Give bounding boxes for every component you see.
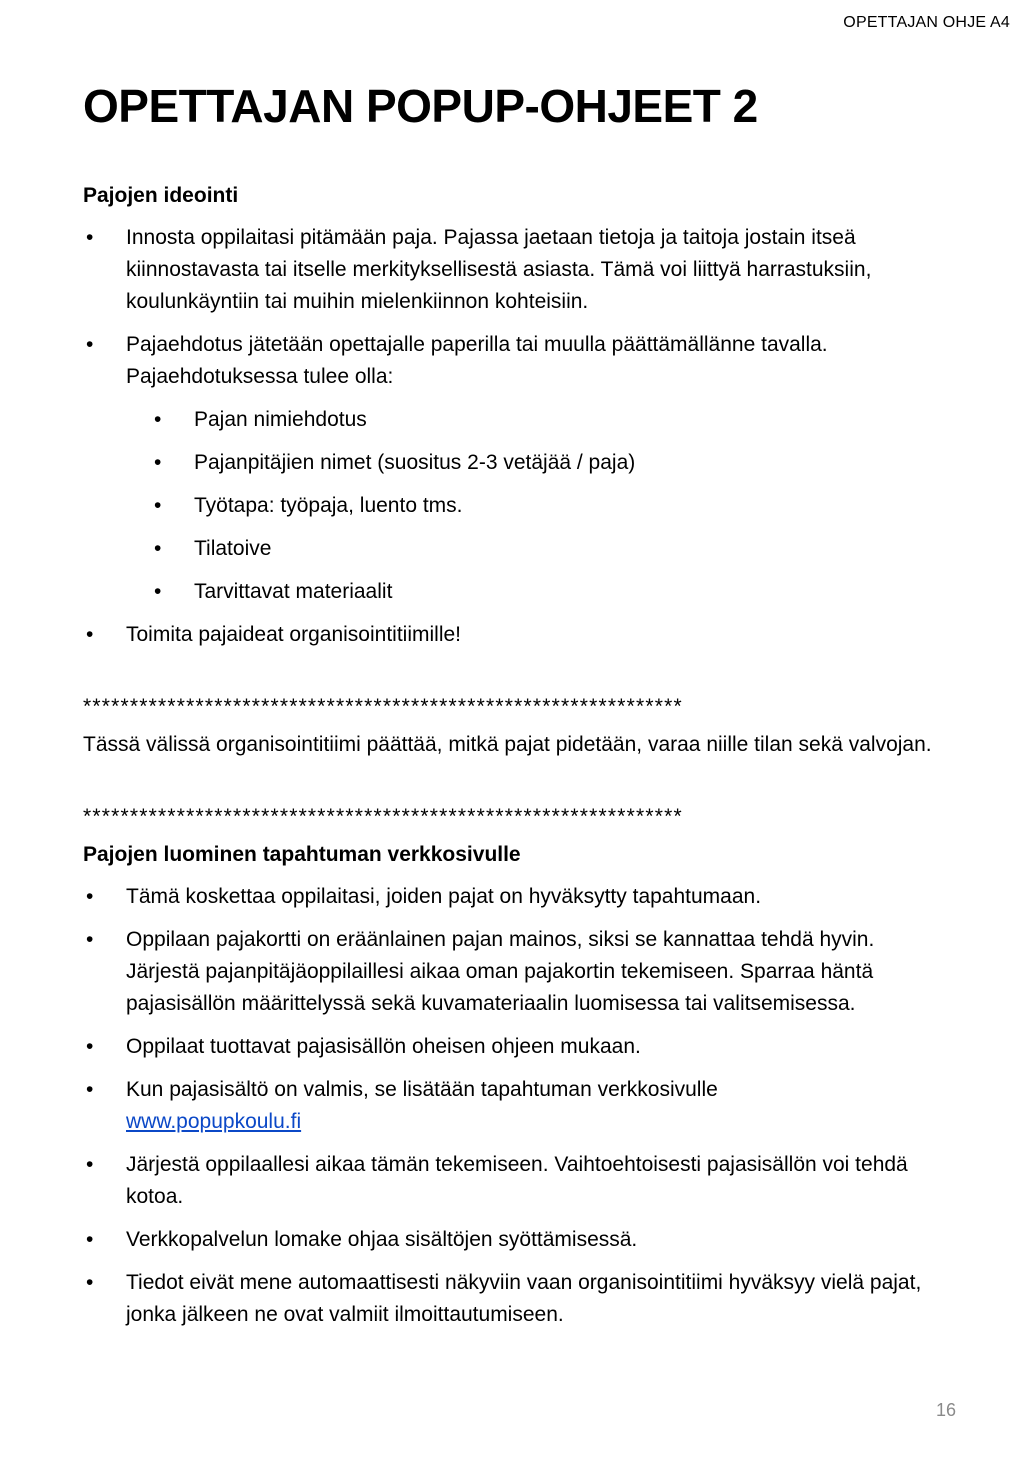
list-item: • Verkkopalvelun lomake ohjaa sisältöjen syöttämisessä.	[83, 1224, 943, 1256]
list-item: • Oppilaat tuottavat pajasisällön oheisen ohjeen mukaan.	[83, 1031, 943, 1063]
document-body	[83, 180, 943, 1342]
list-item: • Innosta oppilaitasi pitämään paja. Pajassa jaetaan tietoja ja taitoja jostain itseä kiinnostavasta tai itselle merkityksellisestä asiasta. Tämä voi liittyä harrastuksiin, koulunkäyntiin tai muihin mielenkiinnon kohteisiin.	[83, 222, 943, 318]
sub-list-item: • Pajanpitäjien nimet (suositus 2-3 vetäjää / paja)	[151, 447, 943, 479]
list-item	[83, 329, 943, 608]
separator-stars: ****************************************************************	[83, 695, 683, 718]
section-heading-website: Pajojen luominen tapahtuman verkkosivulle	[83, 843, 521, 866]
page-number: 16	[936, 1400, 957, 1420]
list-item: • Toimita pajaideat organisointitiimille!	[83, 619, 943, 651]
middle-paragraph: Tässä välissä organisointitiimi päättää, mitkä pajat pidetään, varaa niille tilan sekä valvojan.	[83, 733, 932, 756]
document-header-label: OPETTAJAN OHJE A4	[843, 14, 1010, 31]
list-item-text: Kun pajasisältö on valmis, se lisätään tapahtuman verkkosivulle	[126, 1078, 718, 1101]
proposal-requirements-list	[151, 404, 943, 608]
list-item	[83, 1074, 943, 1138]
list-item: • Tämä koskettaa oppilaitasi, joiden pajat on hyväksytty tapahtumaan.	[83, 881, 943, 913]
sub-list-item: • Pajan nimiehdotus	[151, 404, 943, 436]
sub-list-item: • Työtapa: työpaja, luento tms.	[151, 490, 943, 522]
section-heading-ideation: Pajojen ideointi	[83, 184, 239, 207]
list-item: • Tiedot eivät mene automaattisesti näkyviin vaan organisointitiimi hyväksyy vielä pajat, jonka jälkeen ne ovat valmiit ilmoittautumiseen.	[83, 1267, 943, 1331]
list-item-text: Pajaehdotus jätetään opettajalle paperilla tai muulla päättämällänne tavalla. Pajaehdotuksessa tulee olla:	[126, 333, 828, 388]
popupkoulu-link[interactable]: www.popupkoulu.fi	[126, 1110, 302, 1133]
ideation-list	[83, 222, 943, 651]
sub-list-item: • Tilatoive	[151, 533, 943, 565]
page-title: OPETTAJAN POPUP-OHJEET 2	[83, 80, 758, 132]
list-item: • Järjestä oppilaallesi aikaa tämän tekemiseen. Vaihtoehtoisesti pajasisällön voi tehdä kotoa.	[83, 1149, 943, 1213]
website-list	[83, 881, 943, 1331]
separator-stars: ****************************************************************	[83, 805, 683, 828]
sub-list-item: • Tarvittavat materiaalit	[151, 576, 943, 608]
list-item: • Oppilaan pajakortti on eräänlainen pajan mainos, siksi se kannattaa tehdä hyvin. Järjestä pajanpitäjäoppilaillesi aikaa oman pajakortin tekemiseen. Sparraa häntä pajasisällön määrittelyssä sekä kuvamateriaalin luomisessa tai valitsemisessa.	[83, 924, 943, 1020]
